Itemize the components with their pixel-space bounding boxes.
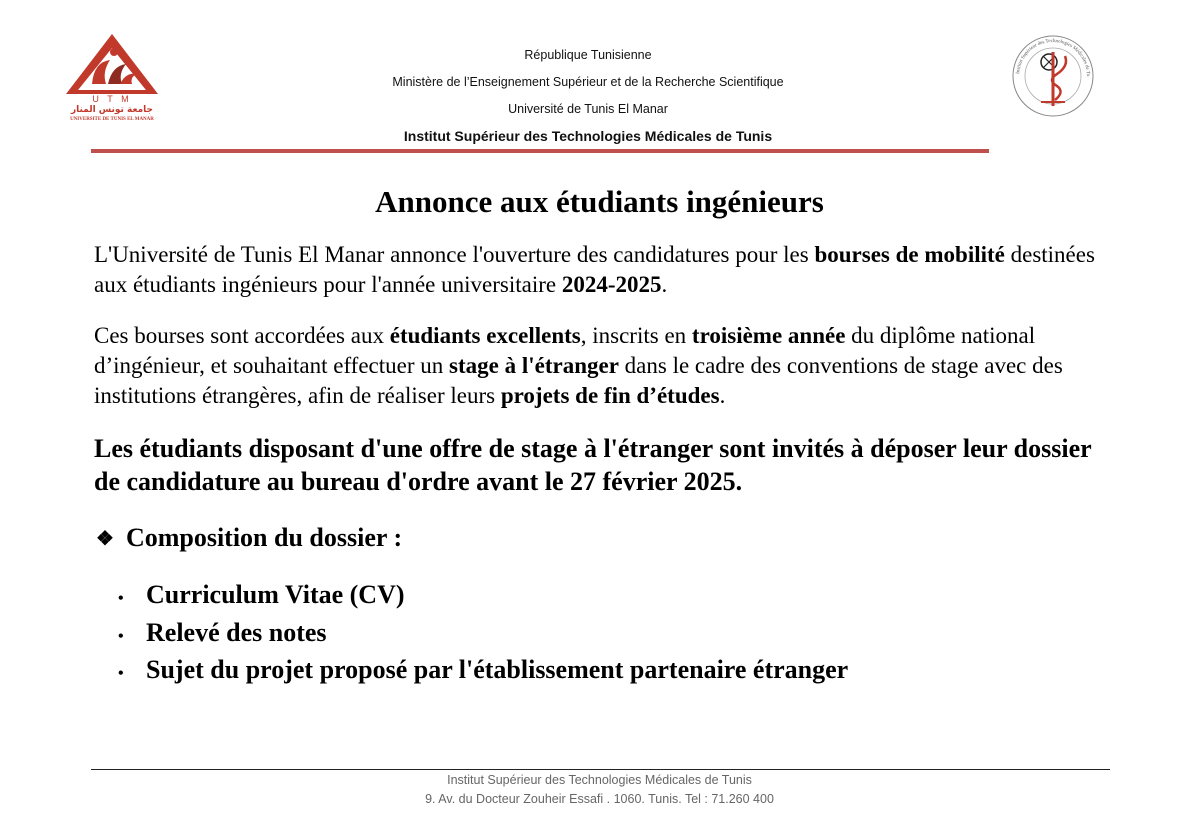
footer-institute: Institut Supérieur des Technologies Médicales de Tunis	[447, 773, 752, 787]
utm-logo	[62, 32, 162, 124]
header-divider	[91, 149, 989, 153]
footer-divider	[91, 769, 1110, 770]
emphasis-mobility-grants: bourses de mobilité	[814, 242, 1005, 267]
svg-text:Institut Supérieur des Technol: Institut Supérieur des Technologies Médicales de Tu	[1016, 38, 1091, 77]
header-university: Université de Tunis El Manar	[508, 102, 668, 116]
header-republic: République Tunisienne	[524, 48, 652, 62]
list-item: • Curriculum Vitae (CV)	[118, 578, 848, 616]
svg-text:UNIVERSITE DE TUNIS EL MANAR: UNIVERSITE DE TUNIS EL MANAR	[70, 117, 154, 122]
istmt-seal-logo	[1005, 34, 1105, 118]
svg-text:U T M: U T M	[92, 94, 132, 104]
bullet-icon: •	[118, 665, 124, 682]
emphasis-final-projects: projets de fin d’études	[500, 383, 720, 408]
page-title: Annonce aux étudiants ingénieurs	[375, 184, 824, 219]
documents-list	[118, 578, 848, 691]
diamond-bullet-icon: ❖	[96, 527, 114, 550]
section-label: Composition du dossier :	[125, 523, 403, 552]
deadline-paragraph: Les étudiants disposant d'une offre de stage à l'étranger sont invités à déposer leur dossier de candidature au bureau d'ordre avant le 27 février 2025.	[94, 434, 1092, 496]
header-institute: Institut Supérieur des Technologies Médicales de Tunis	[403, 128, 773, 144]
header-ministry: Ministère de l’Enseignement Supérieur et de la Recherche Scientifique	[392, 75, 784, 89]
footer-address: 9. Av. du Docteur Zouheir Essafi . 1060. Tunis. Tel : 71.260 400	[425, 792, 774, 806]
list-item: • Relevé des notes	[118, 616, 848, 654]
svg-text:جامعة تونس المنار: جامعة تونس المنار	[70, 105, 154, 115]
intro-paragraph: L'Université de Tunis El Manar annonce l'ouverture des candidatures pour les bourses de mobilité destinées aux étudiants ingénieurs pour l'année universitaire 2024-2025.	[94, 242, 1095, 297]
eligibility-paragraph: Ces bourses sont accordées aux étudiants excellents, inscrits en troisième année du diplôme national d’ingénieur, et souhaitant effectuer un stage à l'étranger dans le cadre des conventions de stage avec des institutions étrangères, afin de réaliser leurs projets de fin d’études.	[94, 323, 1063, 408]
emphasis-internship-abroad: stage à l'étranger	[449, 353, 619, 378]
emphasis-academic-year: 2024-2025	[561, 272, 662, 297]
emphasis-excellent-students: étudiants excellents	[389, 323, 581, 348]
list-item: • Sujet du projet proposé par l'établissement partenaire étranger	[118, 653, 848, 691]
emphasis-third-year: troisième année	[691, 323, 846, 348]
bullet-icon: •	[118, 627, 124, 645]
dossier-section-heading	[94, 523, 402, 553]
bullet-icon: •	[118, 590, 124, 607]
